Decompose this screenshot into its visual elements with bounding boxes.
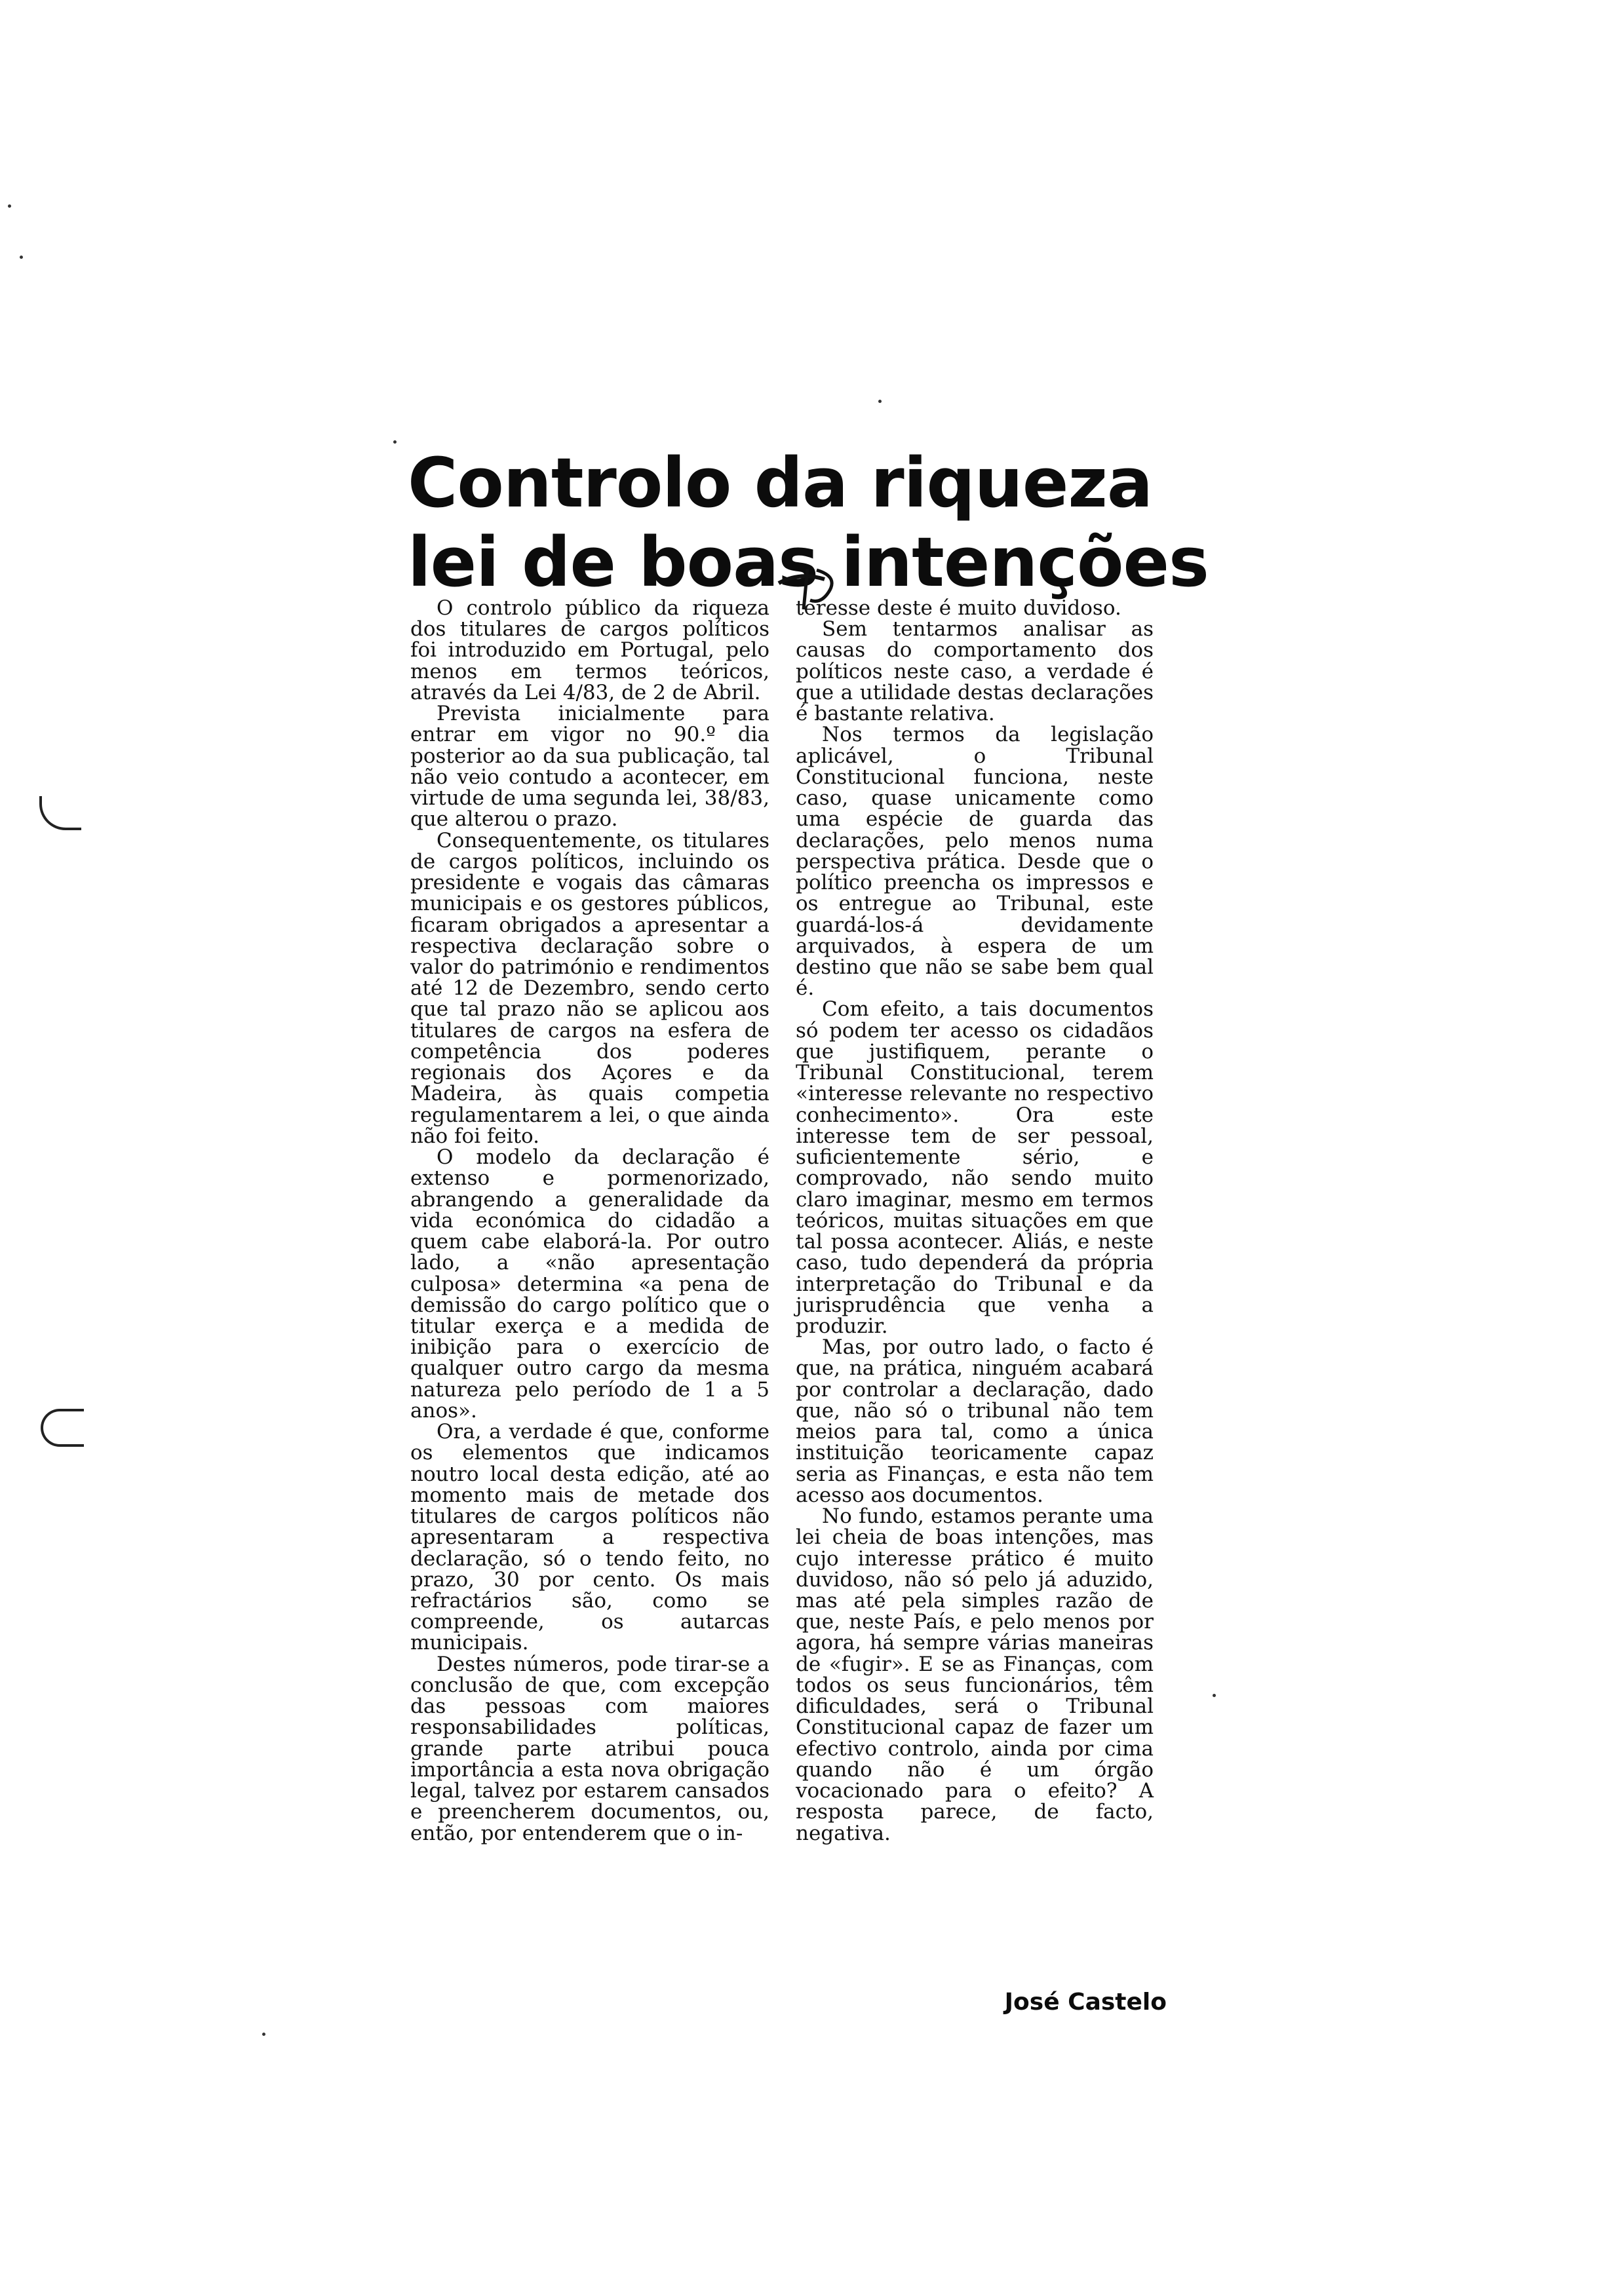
paragraph: Nos termos da legislação aplicável, o Tribunal Constitucional funciona, neste caso, quase unicamente como uma espécie de guarda das declarações, pelo menos numa perspectiva prática. Desde que o político preencha os impressos e os entregue ao Tribunal, este guardá-los-á devidamente arquivados, à espera de um destino que não se sabe bem qual é. (796, 723, 1154, 1001)
headline-line-2: lei de boas intenções (408, 522, 1209, 602)
paragraph: Ora, a verdade é que, conforme os elementos que indicamos noutro local desta edição, até ao momento mais de metade dos titulares de cargos políticos não apresentaram a respectiva declaração, só o tendo feito, no prazo, 30 por cento. Os mais refractários são, como se compreende, os autarcas municipais. (410, 1420, 769, 1655)
paragraph: O controlo público da riqueza dos titulares de cargos políticos foi introduzido em Portugal, pelo menos em termos teóricos, através da Lei 4/83, de 2 de Abril. (410, 596, 769, 704)
paragraph: Consequentemente, os titulares de cargos políticos, incluindo os presidente e vogais das câmaras municipais e os gestores públicos, ficaram obrigados a apresentar a respectiva declaração sobre o valor do património e rendimentos até 12 de Dezembro, sendo certo que tal prazo não se aplicou aos titulares de cargos na esfera de competência dos poderes regionais dos Açores e da Madeira, às quais competia regulamentarem a lei, o que ainda não foi feito. (410, 828, 769, 1148)
scan-speck (20, 256, 23, 259)
article-column-left (410, 598, 769, 1844)
paragraph: teresse deste é muito duvidoso. (796, 596, 1121, 620)
scan-speck (393, 440, 397, 444)
paragraph: Destes números, pode tirar-se a conclusão de que, com excepção das pessoas com maiores responsabilidades políticas, grande parte atribui pouca importância a esta nova obrigação legal, talvez por estarem cansados e preencherem documentos, ou, então, por entenderem que o in- (410, 1652, 769, 1845)
scan-speck (1213, 1694, 1216, 1697)
headline-line-1: Controlo da riqueza (408, 443, 1153, 523)
paragraph: Sem tentarmos analisar as causas do comportamento dos políticos neste caso, a verdade é que a utilidade destas declarações é bastante relativa. (796, 617, 1154, 726)
paragraph: Mas, por outro lado, o facto é que, na prática, ninguém acabará por controlar a declaração, dado que, não só o tribunal não tem meios para tal, como a única instituição teoricamente capaz seria as Finanças, e esta não tem acesso aos documentos. (796, 1335, 1154, 1507)
author-byline: José Castelo (1004, 1989, 1167, 2016)
paragraph: Com efeito, a tais documentos só podem ter acesso os cidadãos que justifiquem, perante o Tribunal Constitucional, terem «interesse relevante no respectivo conhecimento». Ora este interesse tem de ser pessoal, suficientemente sério, e comprovado, não sendo muito claro imaginar, mesmo em termos teóricos, muitas situações em que tal possa acontecer. Aliás, e neste caso, tudo dependerá da própria interpretação do Tribunal e da jurisprudência que venha a produzir. (796, 997, 1154, 1338)
scan-speck (8, 204, 11, 208)
article-column-right (796, 598, 1154, 1844)
paragraph: O modelo da declaração é extenso e pormenorizado, abrangendo a generalidade da vida económica do cidadão a quem cabe elaborá-la. Por outro lado, a «não apresentação culposa» determina «a pena de demissão do cargo político que o titular exerça e a medida de inibição para o exercício de qualquer outro cargo da mesma natureza pelo período de 1 a 5 anos». (410, 1145, 769, 1423)
scan-speck (878, 400, 882, 403)
scan-margin-mark (41, 1409, 84, 1447)
scan-speck (262, 2033, 265, 2036)
scan-margin-mark (39, 796, 81, 830)
paragraph: No fundo, estamos perante uma lei cheia de boas intenções, mas cujo interesse prático é muito duvidoso, não só pelo já aduzido, mas até pela simples razão de que, neste País, e pelo menos por agora, há sempre várias maneiras de «fugir». E se as Finanças, com todos os seus funcionários, têm dificuldades, será o Tribunal Constitucional capaz de fazer um efectivo controlo, ainda por cima quando não é um órgão vocacionado para o efeito? A resposta parece, de facto, negativa. (796, 1504, 1154, 1845)
paragraph: Prevista inicialmente para entrar em vigor no 90.º dia posterior ao da sua publicação, tal não veio contudo a acontecer, em virtude de uma segunda lei, 38/83, que alterou o prazo. (410, 702, 769, 832)
